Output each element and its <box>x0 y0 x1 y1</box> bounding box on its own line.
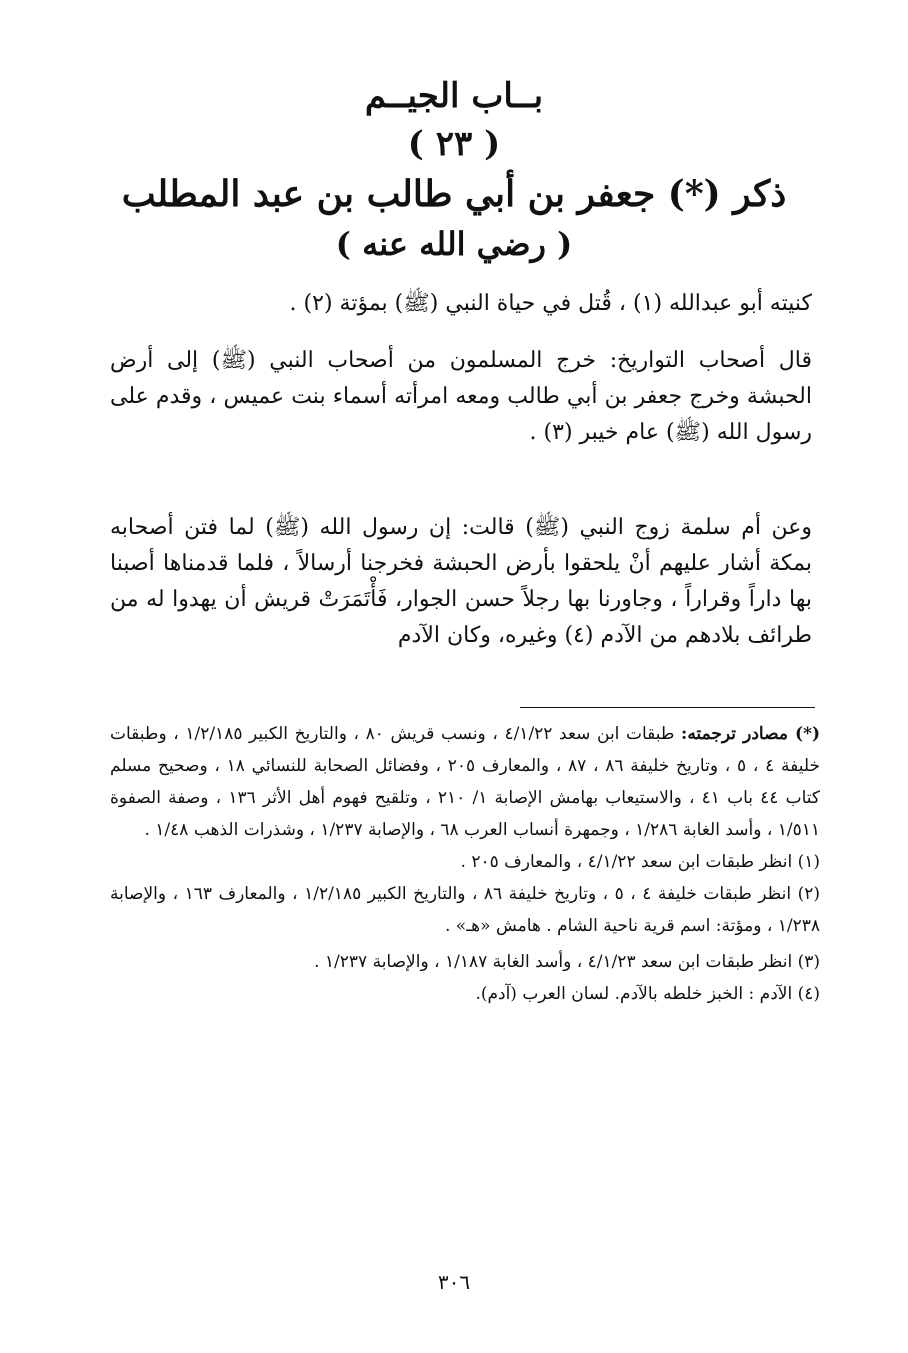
footnote-sources-text: طبقات ابن سعد ٤/١/٢٢ ، ونسب قريش ٨٠ ، والتاريخ الكبير ١/٢/١٨٥ ، وطبقات خليفة ٤ ، ٥ ، وتاريخ خليفة ٨٦ ، ٨٧ ، والمعارف ٢٠٥ ، وفضائل الصحابة للنسائي ١٨ ، وصحيح مسلم كتاب ٤٤ باب ٤١ ، والاستيعاب بهامش الإصابة ١/ ٢١٠ ، وتلقيح فهوم أهل الأثر ١٣٦ ، وصفة الصفوة ١/٥١١ ، وأسد الغابة ١/٢٨٦ ، وجمهرة أنساب العرب ٦٨ ، والإصابة ١/٢٣٧ ، وشذرات الذهب ١/٤٨ . <box>110 724 821 840</box>
footnote-1: (١) انظر طبقات ابن سعد ٤/١/٢٢ ، والمعارف ٢٠٥ . <box>460 852 820 872</box>
paragraph-migration: قال أصحاب التواريخ: خرج المسلمون من أصحاب النبي (ﷺ) إلى أرض الحبشة وخرج جعفر بن أبي طالب ومعه امرأته أسماء بنت عميس ، وقدم على رسول الله (ﷺ) عام خيبر (٣) . <box>110 348 812 445</box>
footnotes <box>110 718 820 1010</box>
chapter-heading: بــاب الجيــم <box>364 76 544 116</box>
footnote-sources <box>110 718 820 846</box>
entry-number: ( ٢٣ ) <box>407 124 501 164</box>
entry-title: ذكر (*) جعفر بن أبي طالب بن عبد المطلب <box>121 173 787 215</box>
footnote-sources-label: (*) مصادر ترجمته: <box>681 724 821 744</box>
footnote-2: (٢) انظر طبقات خليفة ٤ ، ٥ ، وتاريخ خليفة ٨٦ ، والتاريخ الكبير ١/٢/١٨٥ ، والمعارف ١٦٣ ، والإصابة ١/٢٣٨ ، ومؤتة: اسم قرية ناحية الشام . هامش «هـ» . <box>110 884 820 936</box>
footnote-divider <box>520 707 815 708</box>
paragraph-kunya: كنيته أبو عبدالله (١) ، قُتل في حياة النبي (ﷺ) بمؤتة (٢) . <box>289 291 812 316</box>
entry-subtitle: ( رضي الله عنه ) <box>335 225 573 263</box>
paragraph-umm-salama: وعن أم سلمة زوج النبي (ﷺ) قالت: إن رسول الله (ﷺ) لما فتن أصحابه بمكة أشار عليهم أنْ يلحقوا بأرض الحبشة فخرجنا أرسالاً ، فلما قدمناها أصبنا بها داراً وقراراً ، وجاورنا بها رجلاً حسن الجوار، فَأْتَمَرَتْ قريش أن يهدوا له من طرائف بلادهم من الآدم (٤) وغيره، وكان الآدم <box>110 515 812 648</box>
page-number: ٣٠٦ <box>437 1270 471 1294</box>
footnote-3: (٣) انظر طبقات ابن سعد ٤/١/٢٣ ، وأسد الغابة ١/١٨٧ ، والإصابة ١/٢٣٧ . <box>314 952 820 972</box>
footnote-4: (٤) الآدم : الخبز خلطه بالآدم. لسان العرب (آدم). <box>475 984 820 1004</box>
